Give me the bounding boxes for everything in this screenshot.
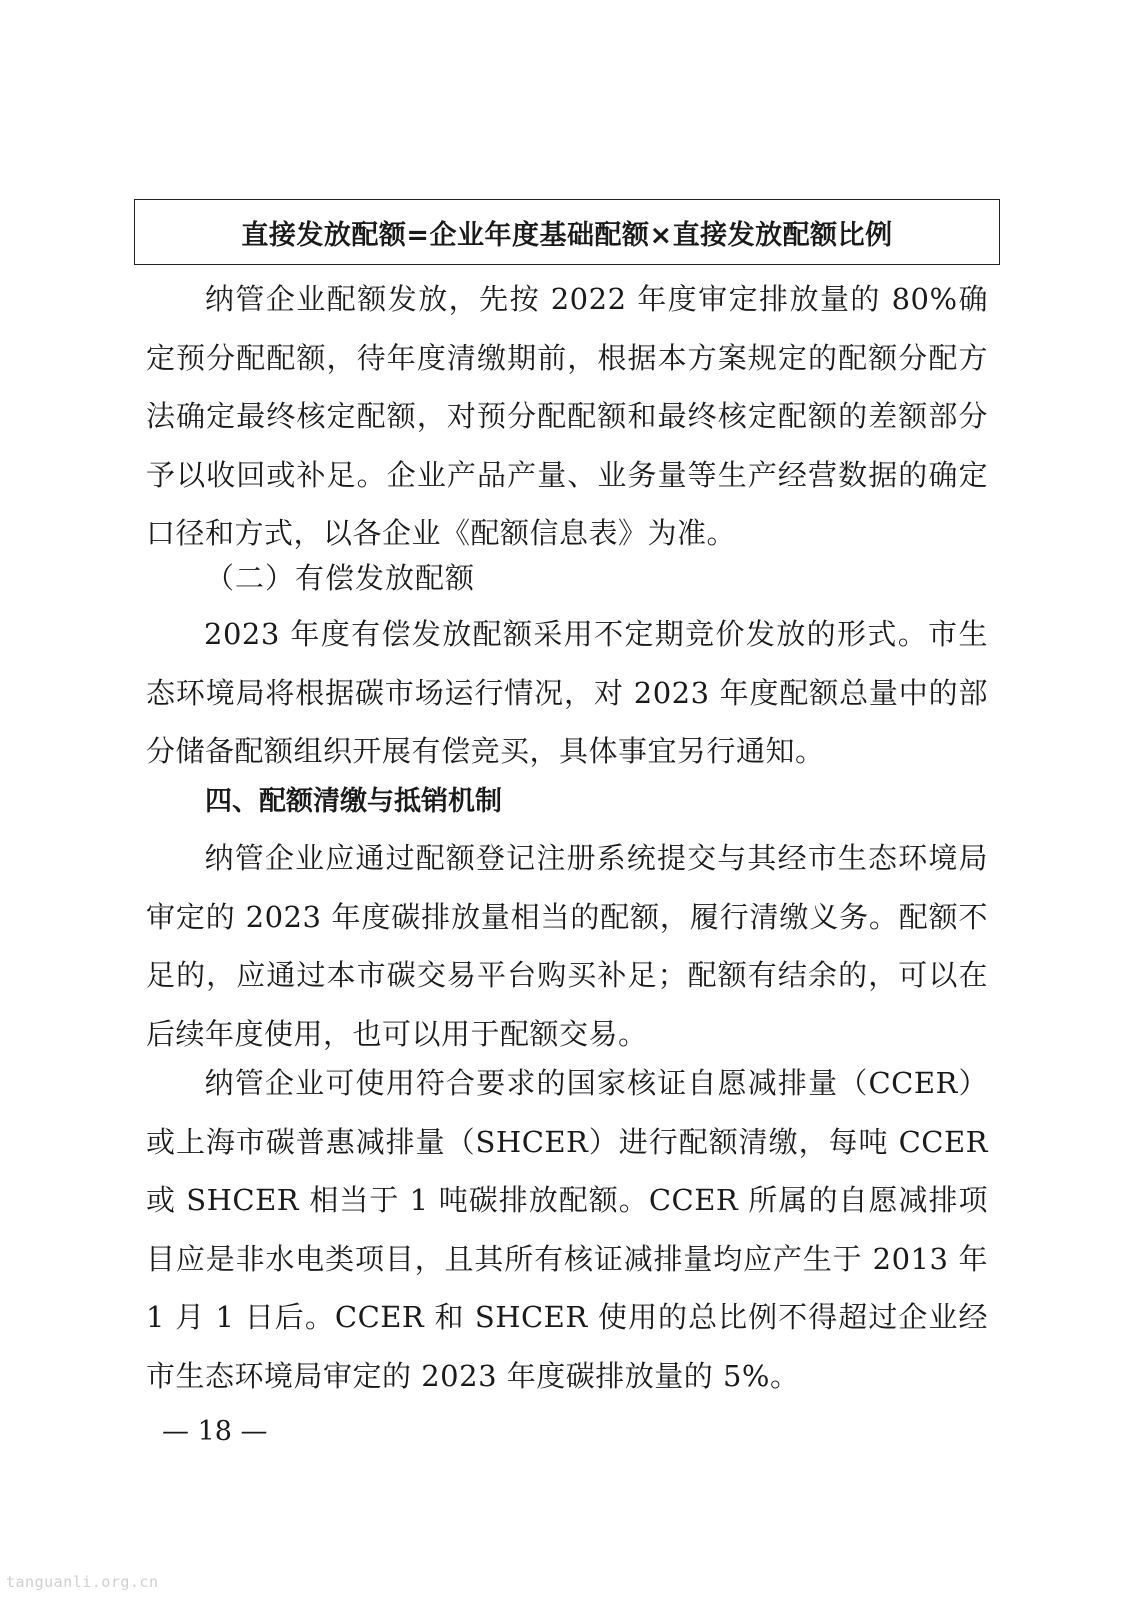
paragraph-surrender-text: 纳管企业应通过配额登记注册系统提交与其经市生态环境局审定的 2023 年度碳排放量相当的配额，履行清缴义务。配额不足的，应通过本市碳交易平台购买补足；配额有结余的，可以在后续年度使用，也可以用于配额交易。: [146, 841, 988, 1051]
paragraph-allocation: [146, 270, 988, 563]
paragraph-offset-text: 纳管企业可使用符合要求的国家核证自愿减排量（CCER）或上海市碳普惠减排量（SHCER）进行配额清缴，每吨 CCER 或 SHCER 相当于 1 吨碳排放配额。CCER 所属的自愿减排项目应是非水电类项目，且其所有核证减排量均应产生于 2013 年 1 月 1 日后。CCER 和 SHCER 使用的总比例不得超过企业经市生态环境局审定的 2023 年度碳排放量的 5%。: [146, 1066, 988, 1393]
formula-box: [134, 199, 1000, 265]
paragraph-offset: [146, 1054, 988, 1405]
paragraph-surrender: [146, 829, 988, 1063]
watermark: tanguanli.org.cn: [6, 1573, 159, 1591]
paragraph-paid-allocation: [146, 605, 988, 781]
section-heading: 四、配额清缴与抵销机制: [205, 786, 502, 817]
paragraph-paid-allocation-text: 2023 年度有偿发放配额采用不定期竞价发放的形式。市生态环境局将根据碳市场运行情况，对 2023 年度配额总量中的部分储备配额组织开展有偿竞买，具体事宜另行通知。: [146, 617, 988, 768]
formula-text: 直接发放配额=企业年度基础配额×直接发放配额比例: [241, 219, 893, 251]
paragraph-allocation-text: 纳管企业配额发放，先按 2022 年度审定排放量的 80%确定预分配配额，待年度清缴期前，根据本方案规定的配额分配方法确定最终核定配额，对预分配配额和最终核定配额的差额部分予以收回或补足。企业产品产量、业务量等生产经营数据的确定口径和方式，以各企业《配额信息表》为准。: [146, 282, 988, 550]
page-number: — 18 —: [162, 1416, 268, 1447]
sub-heading-paid-allocation: （二）有偿发放配额: [205, 561, 476, 595]
